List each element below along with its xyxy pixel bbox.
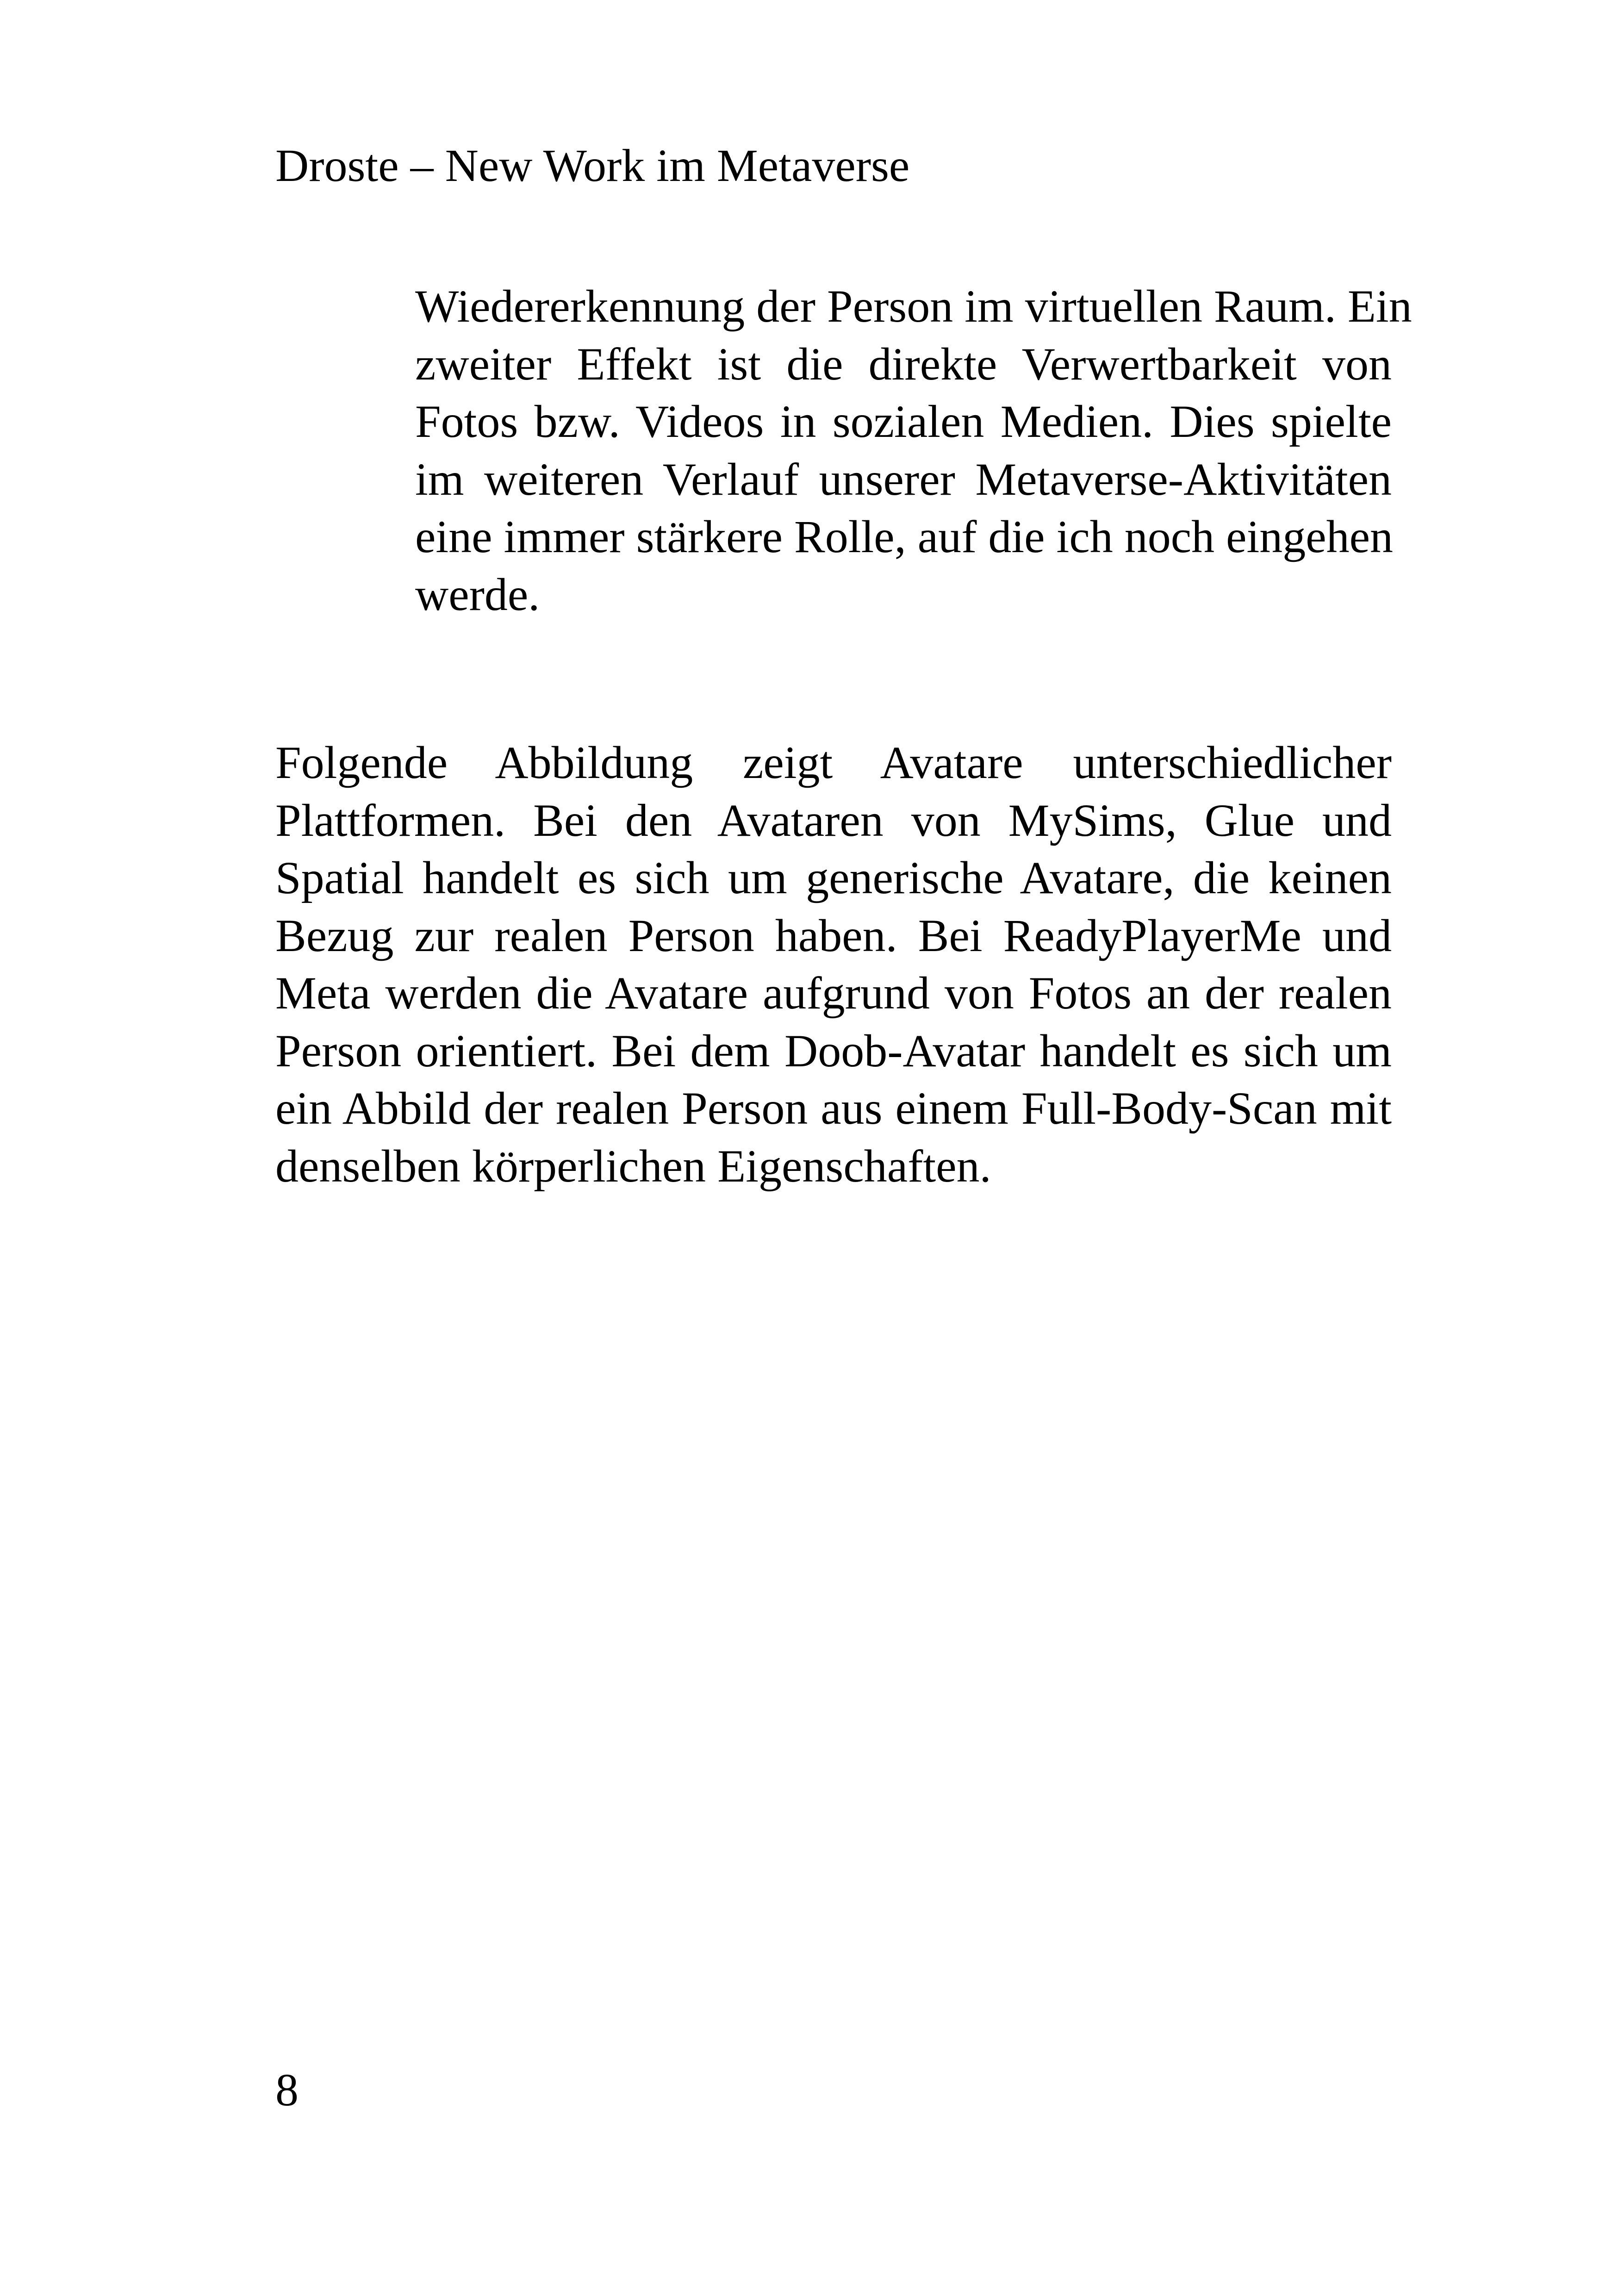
quote-line: Fotos bzw. Videos in sozialen Medien. Dies spielte <box>415 396 1392 447</box>
page-number: 8 <box>275 2064 299 2116</box>
paragraph-line: denselben körperlichen Eigenschaften. <box>275 1140 991 1192</box>
indented-quote-block <box>415 278 1412 623</box>
paragraph-line: Bezug zur realen Person haben. Bei ReadyPlayerMe und <box>275 909 1392 961</box>
quote-line: werde. <box>415 568 540 620</box>
paragraph-line: Plattformen. Bei den Avataren von MySims, Glue und <box>275 794 1392 846</box>
quote-line: im weiteren Verlauf unserer Metaverse-Aktivitäten <box>415 453 1392 505</box>
paragraph-line: Meta werden die Avatare aufgrund von Fotos an der realen <box>275 967 1392 1019</box>
paragraph-line: ein Abbild der realen Person aus einem Full-Body-Scan mit <box>275 1083 1392 1134</box>
quote-line: zweiter Effekt ist die direkte Verwertbarkeit von <box>415 338 1392 390</box>
quote-line: eine immer stärkere Rolle, auf die ich noch eingehen <box>415 511 1394 562</box>
running-header: Droste – New Work im Metaverse <box>275 140 910 191</box>
paragraph-line: Person orientiert. Bei dem Doob-Avatar handelt es sich um <box>275 1025 1392 1076</box>
body-paragraph <box>275 734 1392 1195</box>
paragraph-line: Spatial handelt es sich um generische Avatare, die keinen <box>275 852 1392 903</box>
paragraph-line: Folgende Abbildung zeigt Avatare unterschiedlicher <box>275 737 1392 788</box>
quote-line: Wiedererkennung der Person im virtuellen Raum. Ein <box>415 280 1412 332</box>
